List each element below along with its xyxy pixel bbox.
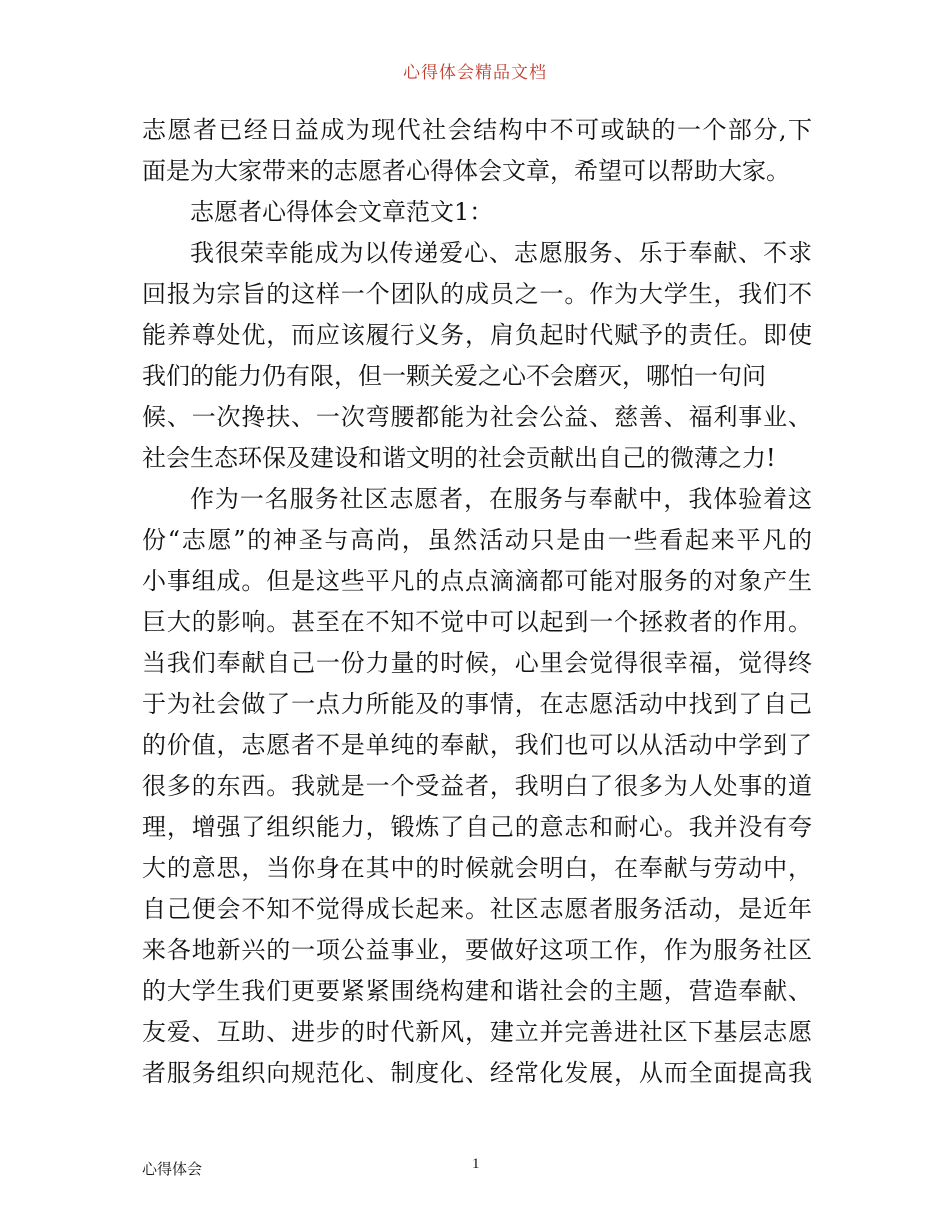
text-line: 的大学生我们更要紧紧围绕构建和谐社会的主题，营造奉献、 xyxy=(142,977,812,1005)
text-line: 自己便会不知不觉得成长起来。社区志愿者服务活动，是近年 xyxy=(142,895,812,923)
text-line: 回报为宗旨的这样一个团队的成员之一。作为大学生，我们不 xyxy=(142,280,812,308)
text-line: 作为一名服务社区志愿者，在服务与奉献中，我体验着这 xyxy=(190,485,812,513)
text-line: 我很荣幸能成为以传递爱心、志愿服务、乐于奉献、不求 xyxy=(190,239,812,267)
text-line: 大的意思，当你身在其中的时候就会明白，在奉献与劳动中， xyxy=(142,854,812,882)
text-line: 很多的东西。我就是一个受益者，我明白了很多为人处事的道 xyxy=(142,772,812,800)
text-line: 巨大的影响。甚至在不知不觉中可以起到一个拯救者的作用。 xyxy=(142,608,812,636)
text-line: 友爱、互助、进步的时代新风，建立并完善进社区下基层志愿 xyxy=(142,1018,812,1046)
page-number: 1 xyxy=(472,1156,480,1172)
text-line: 于为社会做了一点力所能及的事情，在志愿活动中找到了自己 xyxy=(142,690,812,718)
footer-label: 心得体会 xyxy=(142,1160,203,1178)
text-line: 面是为大家带来的志愿者心得体会文章，希望可以帮助大家。 xyxy=(142,157,790,185)
document-header-title: 心得体会精品文档 xyxy=(403,63,547,83)
text-line: 份“志愿”的神圣与高尚，虽然活动只是由一些看起来平凡的 xyxy=(142,526,812,554)
text-line: 社会生态环保及建设和谐文明的社会贡献出自己的微薄之力! xyxy=(142,444,776,472)
text-line: 的价值，志愿者不是单纯的奉献，我们也可以从活动中学到了 xyxy=(142,731,812,759)
text-line: 我们的能力仍有限，但一颗关爱之心不会磨灭，哪怕一句问 xyxy=(142,362,766,390)
text-line: 志愿者已经日益成为现代社会结构中不可或缺的一个部分,下 xyxy=(142,116,812,144)
text-line: 候、一次搀扶、一次弯腰都能为社会公益、慈善、福利事业、 xyxy=(142,403,812,431)
text-line: 理，增强了组织能力，锻炼了自己的意志和耐心。我并没有夸 xyxy=(142,813,812,841)
text-line: 小事组成。但是这些平凡的点点滴滴都可能对服务的对象产生 xyxy=(142,567,812,595)
text-line: 者服务组织向规范化、制度化、经常化发展，从而全面提高我 xyxy=(142,1059,812,1087)
text-line: 能养尊处优，而应该履行义务，肩负起时代赋予的责任。即使 xyxy=(142,321,812,349)
text-line: 来各地新兴的一项公益事业，要做好这项工作，作为服务社区 xyxy=(142,936,812,964)
text-line: 当我们奉献自己一份力量的时候，心里会觉得很幸福，觉得终 xyxy=(142,649,812,677)
document-body xyxy=(142,110,812,1094)
text-line: 志愿者心得体会文章范文1： xyxy=(190,198,494,226)
